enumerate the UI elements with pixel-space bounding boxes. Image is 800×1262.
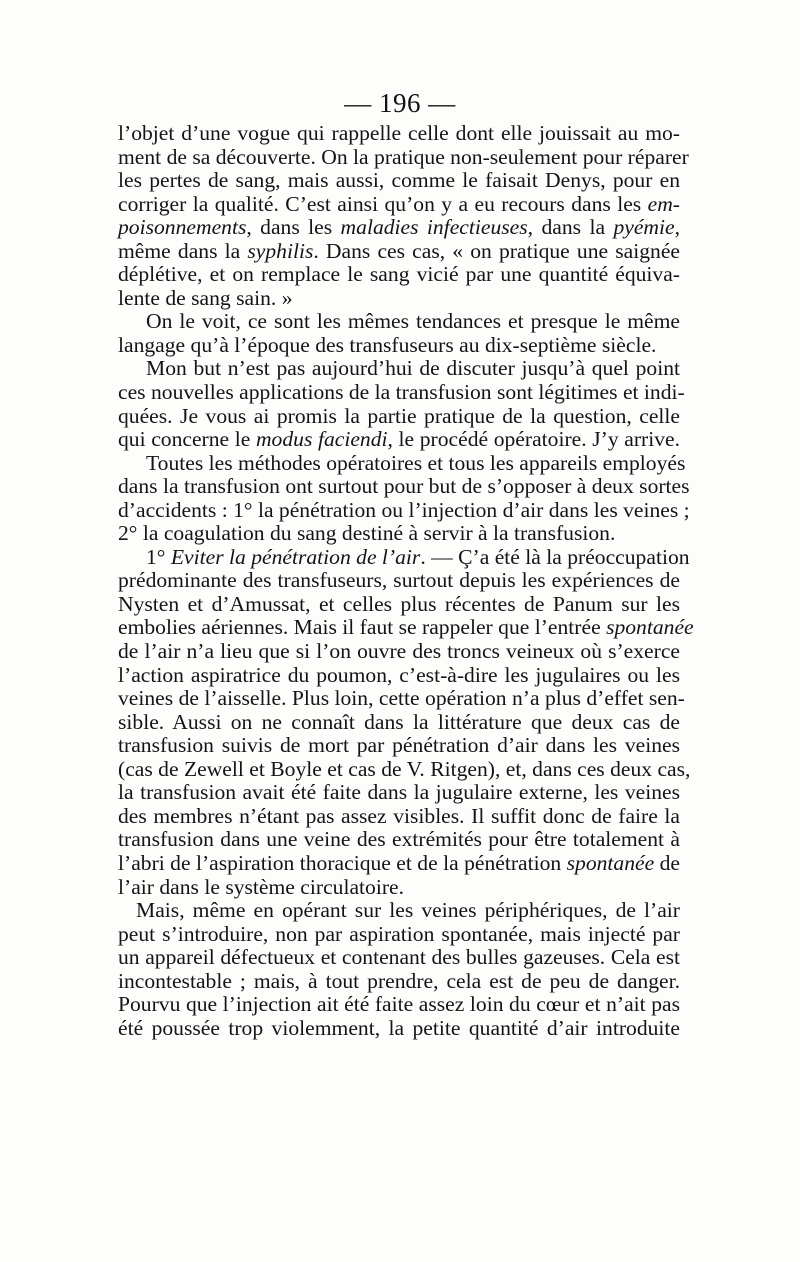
body-text <box>118 121 694 1040</box>
text-run: de l’air n’a lieu que si l’on ouvre des troncs veineux où s’exerce <box>118 639 680 664</box>
text-run: Mon but n’est pas aujourd’hui de discuter jusqu’à quel point <box>146 356 680 381</box>
text-line <box>118 497 690 523</box>
text-run: ces nouvelles applications de la transfusion sont légitimes et indi- <box>118 380 685 405</box>
text-run: la transfusion avait été faite dans la jugulaire externe, les veines <box>118 780 680 805</box>
text-run: transfusion dans une veine des extrémités pour être totalement à <box>118 827 680 852</box>
text-run: d’accidents : 1° la pénétration ou l’injection d’air dans les veines ; <box>118 497 690 522</box>
text-line <box>118 970 680 994</box>
text-line <box>118 993 680 1017</box>
text-line <box>118 828 680 852</box>
text-line <box>118 876 680 900</box>
italic-text: spontanée <box>566 850 655 875</box>
italic-text: em- <box>647 191 680 216</box>
text-run: un appareil défectueux et contenant des bulles gazeuses. Cela est <box>118 945 680 970</box>
text-line <box>118 287 680 311</box>
text-run: . Dans ces cas, « on pratique une saignée <box>313 238 680 263</box>
text-run: 2° la coagulation du sang destiné à servir à la transfusion. <box>118 521 616 546</box>
text-run: , dans la <box>527 215 614 240</box>
text-line <box>118 428 680 452</box>
text-line <box>118 1017 680 1041</box>
text-line <box>118 263 680 287</box>
italic-text: pyémie <box>613 215 675 240</box>
text-line <box>118 664 680 688</box>
text-line <box>118 144 689 170</box>
text-run: été poussée trop violemment, la petite quantité d’air introduite <box>118 1015 680 1040</box>
text-line <box>118 357 680 381</box>
text-run: les pertes de sang, mais aussi, comme le faisait Denys, pour en <box>118 168 680 193</box>
text-run: incontestable ; mais, à tout prendre, cela est de peu de danger. <box>118 968 680 993</box>
text-line <box>118 240 680 264</box>
italic-text: maladies infectieuses <box>340 215 528 240</box>
text-run: embolies aériennes. Mais il faut se rappeler que l’entrée <box>118 615 607 640</box>
text-line <box>118 615 694 640</box>
text-run: transfusion suivis de mort par pénétration d’air dans les veines <box>118 733 680 758</box>
text-run: l’objet d’une vogue qui rappelle celle dont elle jouissait au mo- <box>118 121 680 145</box>
text-run: langage qu’à l’époque des transfuseurs au dix-septième siècle. <box>118 332 657 357</box>
text-line <box>118 923 680 947</box>
text-line <box>118 169 680 193</box>
text-run: dans la transfusion ont surtout pour but de s’opposer à deux sortes <box>118 474 690 499</box>
text-run: corriger la qualité. C’est ainsi qu’on y a eu recours dans les <box>118 191 648 216</box>
text-run: de <box>654 850 681 875</box>
text-run: (cas de Zewell et Boyle et cas de V. Ritgen), et, dans ces deux cas, <box>118 756 691 781</box>
italic-text: poisonnements <box>118 215 247 240</box>
text-run: des membres n’étant pas assez visibles. Il suffit donc de faire la <box>118 803 680 828</box>
text-line <box>118 450 686 476</box>
italic-text: syphilis <box>247 238 314 263</box>
text-run: déplétive, et on remplace le sang vicié par une quantité équiva- <box>118 262 680 287</box>
text-line <box>118 334 680 358</box>
text-run: l’abri de l’aspiration thoracique et de la pénétration <box>118 850 567 875</box>
text-run: 1° <box>146 544 171 569</box>
text-run: , le procédé opératoire. J’y arrive. <box>387 427 680 452</box>
text-run: , dans les <box>246 215 341 240</box>
text-run: l’action aspiratrice du poumon, c’est-à-dire les jugulaires ou les <box>118 662 680 687</box>
text-line <box>118 569 680 593</box>
text-run: . — Ç’a été là la préoccupation <box>420 544 690 569</box>
text-run: peut s’introduire, non par aspiration spontanée, mais injecté par <box>118 921 680 946</box>
text-line <box>118 193 680 217</box>
italic-text: spontanée <box>606 615 694 640</box>
text-line <box>118 899 680 923</box>
text-run: prédominante des transfuseurs, surtout depuis les expériences de <box>118 568 680 593</box>
text-line <box>118 852 680 876</box>
text-run: quées. Je vous ai promis la partie pratique de la question, celle <box>118 403 680 428</box>
text-run: lente de sang sain. » <box>118 285 293 310</box>
italic-text: Eviter la pénétration de l’air <box>170 544 421 569</box>
text-run: sible. Aussi on ne connaît dans la littérature que deux cas de <box>118 709 680 734</box>
text-line <box>118 405 680 429</box>
text-line <box>118 122 680 146</box>
text-run: qui concerne le <box>118 427 256 452</box>
page-number: — 196 — <box>344 88 456 118</box>
italic-text: modus faciendi <box>255 427 388 452</box>
text-run: ment de sa découverte. On la pratique non-seulement pour réparer <box>118 144 689 169</box>
text-line <box>118 640 680 664</box>
text-line <box>118 474 690 499</box>
text-run: Mais, même en opérant sur les veines périphériques, de l’air <box>136 898 680 923</box>
text-run: Nysten et d’Amussat, et celles plus récentes de Panum sur les <box>118 591 680 616</box>
text-line <box>118 593 680 617</box>
text-line <box>118 522 680 546</box>
text-run: l’air dans le système circulatoire. <box>118 874 405 899</box>
text-run: Toutes les méthodes opératoires et tous les appareils employés <box>146 450 686 475</box>
text-line <box>118 756 691 782</box>
text-line <box>118 946 680 970</box>
text-run: veines de l’aisselle. Plus loin, cette opération n’a plus d’effet sen- <box>118 686 685 711</box>
text-line <box>118 310 680 334</box>
text-run: , <box>674 215 681 240</box>
text-line <box>118 805 680 829</box>
text-line <box>118 686 685 711</box>
text-line <box>118 781 680 805</box>
text-line <box>118 734 680 758</box>
text-run: même dans la <box>118 238 248 263</box>
text-line <box>118 380 685 405</box>
text-run: Pourvu que l’injection ait été faite assez loin du cœur et n’ait pas <box>118 992 680 1017</box>
text-line <box>118 544 690 570</box>
text-line <box>118 711 680 735</box>
text-line <box>118 216 680 240</box>
text-run: On le voit, ce sont les mêmes tendances et presque le même <box>146 309 680 334</box>
